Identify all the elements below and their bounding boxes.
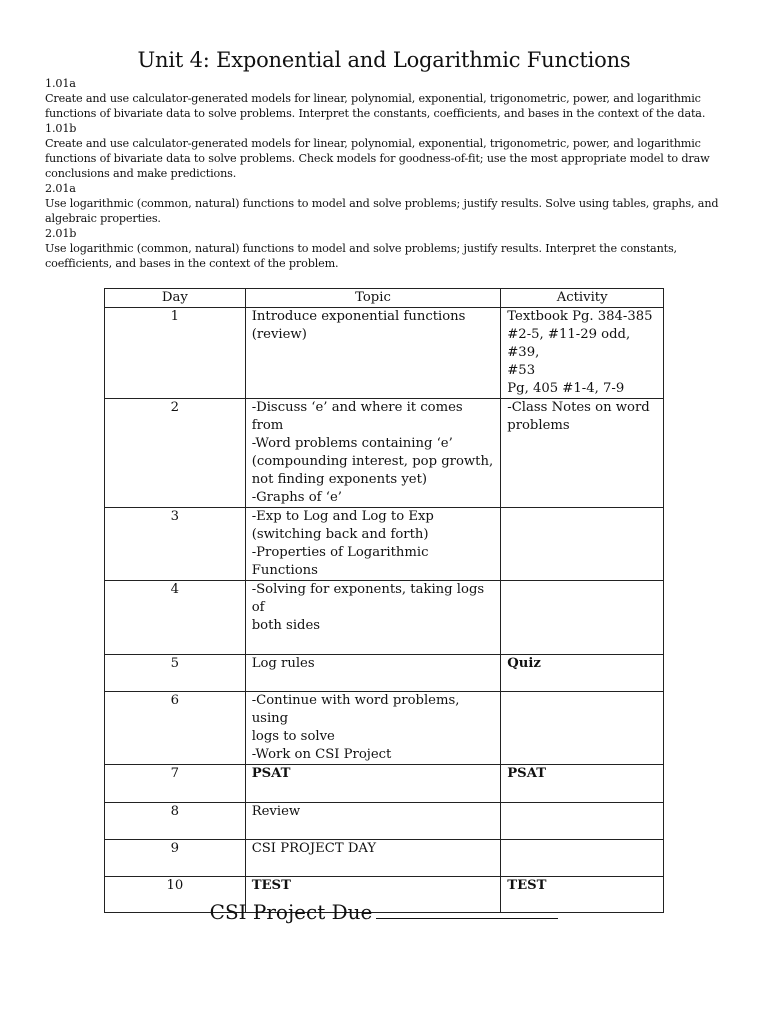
topic-cell	[245, 692, 501, 765]
topic-cell-line: PSAT	[251, 766, 291, 781]
activity-cell-line: #2-5, #11-29 odd, #39,	[507, 327, 631, 360]
project-due-line	[0, 900, 768, 924]
topic-cell-line: (review)	[251, 327, 307, 342]
topic-cell-line: Introduce exponential functions	[251, 309, 466, 324]
schedule-body	[105, 308, 664, 913]
table-row	[105, 581, 664, 655]
topic-cell-line: not finding exponents yet)	[251, 472, 428, 487]
day-cell: 1	[105, 308, 246, 399]
topic-cell-line: -Work on CSI Project	[251, 747, 392, 762]
standard-code: 1.01b	[45, 122, 77, 135]
day-cell: 5	[105, 655, 246, 692]
topic-cell	[245, 803, 501, 840]
topic-cell	[245, 508, 501, 581]
table-row	[105, 803, 664, 840]
table-row	[105, 308, 664, 399]
activity-cell	[501, 765, 664, 803]
activity-cell	[501, 399, 664, 508]
column-header-topic: Topic	[245, 289, 501, 308]
topic-cell-line: Review	[251, 804, 301, 819]
topic-cell	[245, 399, 501, 508]
table-row	[105, 692, 664, 765]
day-cell: 6	[105, 692, 246, 765]
activity-cell	[501, 655, 664, 692]
topic-cell	[245, 581, 501, 655]
standards-list	[45, 76, 735, 271]
topic-cell	[245, 765, 501, 803]
topic-cell-line: both sides	[251, 618, 321, 633]
topic-cell-line: CSI PROJECT DAY	[251, 841, 377, 856]
topic-cell-line: (switching back and forth)	[251, 527, 429, 542]
topic-cell-line: -Continue with word problems, using	[251, 693, 460, 726]
topic-cell-line: (compounding interest, pop growth,	[251, 454, 494, 469]
day-cell: 3	[105, 508, 246, 581]
topic-cell-line: TEST	[251, 878, 291, 893]
activity-cell	[501, 840, 664, 877]
table-row	[105, 655, 664, 692]
topic-cell-line: -Discuss ‘e’ and where it comes from	[251, 400, 463, 433]
column-header-day: Day	[105, 289, 246, 308]
standard-text: Create and use calculator-generated models for linear, polynomial, exponential, trigonometric, power, and logarithmic functions of bivariate data to solve problems. Interpret the constants, coefficients, and bases in the context of the data.	[45, 92, 706, 120]
topic-cell-line: -Graphs of ‘e’	[251, 490, 342, 505]
activity-cell-line: Textbook Pg. 384-385	[507, 309, 653, 324]
topic-cell-line: -Properties of Logarithmic Functions	[251, 545, 429, 578]
activity-cell-line: Pg, 405 #1-4, 7-9	[507, 381, 625, 396]
activity-cell-line: TEST	[507, 878, 547, 893]
activity-cell-line: #53	[507, 363, 536, 378]
schedule-table	[104, 288, 664, 913]
day-cell: 7	[105, 765, 246, 803]
topic-cell-line: Log rules	[251, 656, 315, 671]
table-row	[105, 399, 664, 508]
standard-text: Use logarithmic (common, natural) functions to model and solve problems; justify results. Interpret the constants, coefficients, and bases in the context of the problem.	[45, 242, 677, 270]
activity-cell-line: PSAT	[507, 766, 547, 781]
activity-cell-line: -Class Notes on word	[507, 400, 650, 415]
table-row	[105, 840, 664, 877]
topic-cell	[245, 655, 501, 692]
topic-cell-line: -Exp to Log and Log to Exp	[251, 509, 434, 524]
activity-cell	[501, 803, 664, 840]
standard-code: 2.01b	[45, 227, 77, 240]
day-cell: 8	[105, 803, 246, 840]
activity-cell-line: problems	[507, 418, 570, 433]
table-row	[105, 765, 664, 803]
day-cell: 4	[105, 581, 246, 655]
due-date-blank	[376, 902, 558, 919]
standard-code: 1.01a	[45, 77, 76, 90]
standard-code: 2.01a	[45, 182, 76, 195]
activity-cell	[501, 308, 664, 399]
day-cell: 2	[105, 399, 246, 508]
activity-cell	[501, 692, 664, 765]
topic-cell	[245, 308, 501, 399]
page-title: Unit 4: Exponential and Logarithmic Functions	[137, 48, 631, 72]
standard-text: Use logarithmic (common, natural) functions to model and solve problems; justify results. Solve using tables, graphs, and algebraic properties.	[45, 197, 719, 225]
activity-cell	[501, 508, 664, 581]
table-header-row	[105, 289, 664, 308]
topic-cell-line: logs to solve	[251, 729, 335, 744]
topic-cell-line: -Solving for exponents, taking logs of	[251, 582, 485, 615]
project-due-label: CSI Project Due	[209, 900, 373, 924]
topic-cell-line: -Word problems containing ‘e’	[251, 436, 453, 451]
day-cell: 9	[105, 840, 246, 877]
activity-cell-line: Quiz	[507, 656, 541, 671]
standard-text: Create and use calculator-generated models for linear, polynomial, exponential, trigonometric, power, and logarithmic functions of bivariate data to solve problems. Check models for goodness-of-fit; use the most appropriate model to draw conclusions and make predictions.	[45, 137, 710, 180]
topic-cell	[245, 840, 501, 877]
table-row	[105, 508, 664, 581]
day-cell: 10	[105, 877, 246, 913]
column-header-activity: Activity	[501, 289, 664, 308]
activity-cell	[501, 581, 664, 655]
